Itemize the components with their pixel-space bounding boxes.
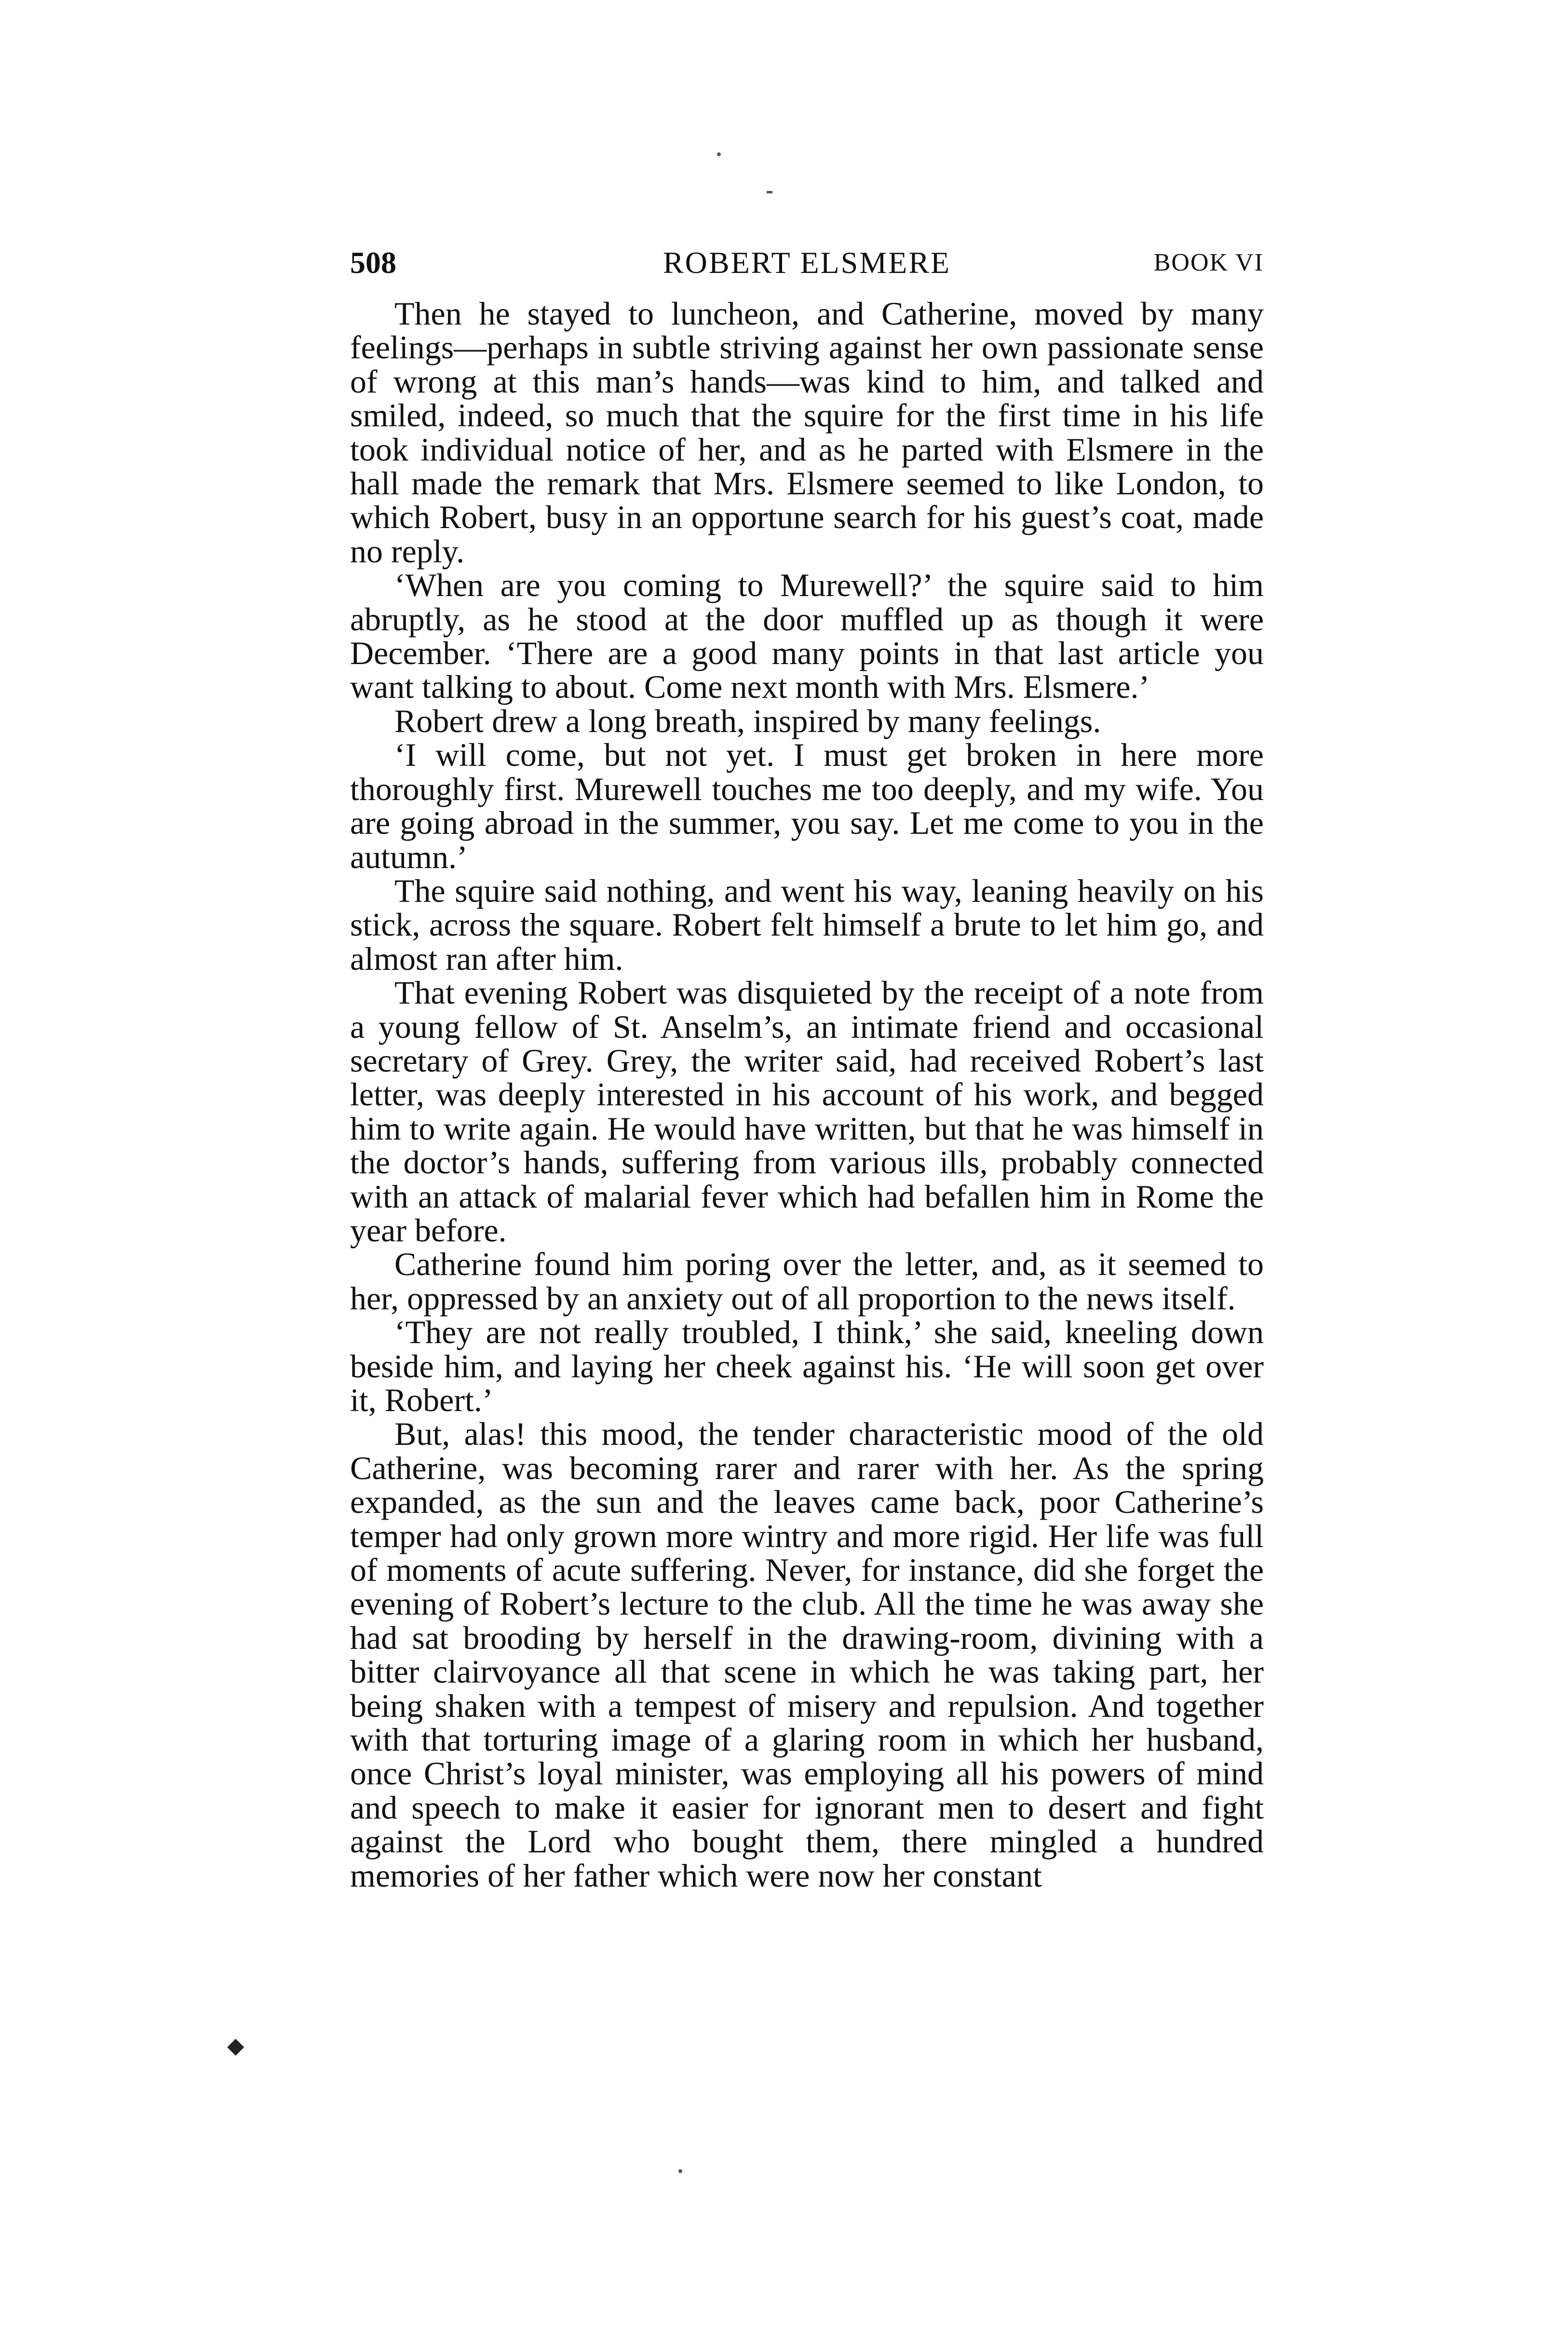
margin-mark-icon: ◆ (227, 2032, 244, 2058)
paragraph: Robert drew a long breath, inspired by many feelings. (394, 702, 1101, 739)
running-header (350, 241, 1264, 285)
page-number: 508 (350, 245, 396, 280)
paragraph: ‘I will come, but not yet. I must get broken in here more thoroughly first. Murewell touches me too deeply, and my wife. You are going abroad in the summer, you say. Let me come to you in the autumn.’ (350, 736, 1264, 875)
paragraph: The squire said nothing, and went his way, leaning heavily on his stick, across the square. Robert felt himself a brute to let him go, and almost ran after him. (350, 872, 1264, 977)
paragraph: ‘When are you coming to Murewell?’ the squire said to him abruptly, as he stood at the door muffled up as though it were December. ‘There are a good many points in that last article you want talking to about. Come next month with Mrs. Elsmere.’ (350, 567, 1264, 706)
paragraph: ‘They are not really troubled, I think,’ she said, kneeling down beside him, and laying her cheek against his. ‘He will soon get over it, Robert.’ (350, 1314, 1264, 1418)
body-text (350, 297, 1264, 1892)
paragraph: Catherine found him poring over the letter, and, as it seemed to her, oppressed by an anxiety out of all proportion to the news itself. (350, 1246, 1264, 1317)
running-title: ROBERT ELSMERE (662, 245, 951, 280)
scan-speck (678, 2169, 682, 2173)
scan-speck (767, 191, 772, 193)
scan-speck (717, 152, 721, 156)
paragraph: That evening Robert was disquieted by the receipt of a note from a young fellow of St. Anselm’s, an intimate friend and occasional secretary of Grey. Grey, the writer said, had received Robert’s last letter, was deeply interested in his account of his work, and begged him to write again. He would have written, but that he was himself in the doctor’s hands, suffering from various ills, probably connected with an attack of malarial fever which had befallen him in Rome the year before. (350, 974, 1264, 1249)
book-label: BOOK VI (1153, 249, 1264, 276)
paragraph: But, alas! this mood, the tender characteristic mood of the old Catherine, was becoming rarer and rarer with her. As the spring expanded, as the sun and the leaves came back, poor Catherine’s temper had only grown more wintry and more rigid. Her life was full of moments of acute suffering. Never, for instance, did she forget the evening of Robert’s lecture to the club. All the time he was away she had sat brooding by herself in the drawing-room, divining with a bitter clairvoyance all that scene in which he was taking part, her being shaken with a tempest of misery and repulsion. And together with that torturing image of a glaring room in which her husband, once Christ’s loyal minister, was employing all his powers of mind and speech to make it easier for ignorant men to desert and fight against the Lord who bought them, there mingled a hundred memories of her father which were now her constant (350, 1415, 1264, 1894)
paragraph: Then he stayed to luncheon, and Catherine, moved by many feelings—perhaps in subtle striving against her own passionate sense of wrong at this man’s hands—was kind to him, and talked and smiled, indeed, so much that the squire for the first time in his life took individual notice of her, and as he parted with Elsmere in the hall made the remark that Mrs. Elsmere seemed to like London, to which Robert, busy in an opportune search for his guest’s coat, made no reply. (350, 295, 1264, 570)
